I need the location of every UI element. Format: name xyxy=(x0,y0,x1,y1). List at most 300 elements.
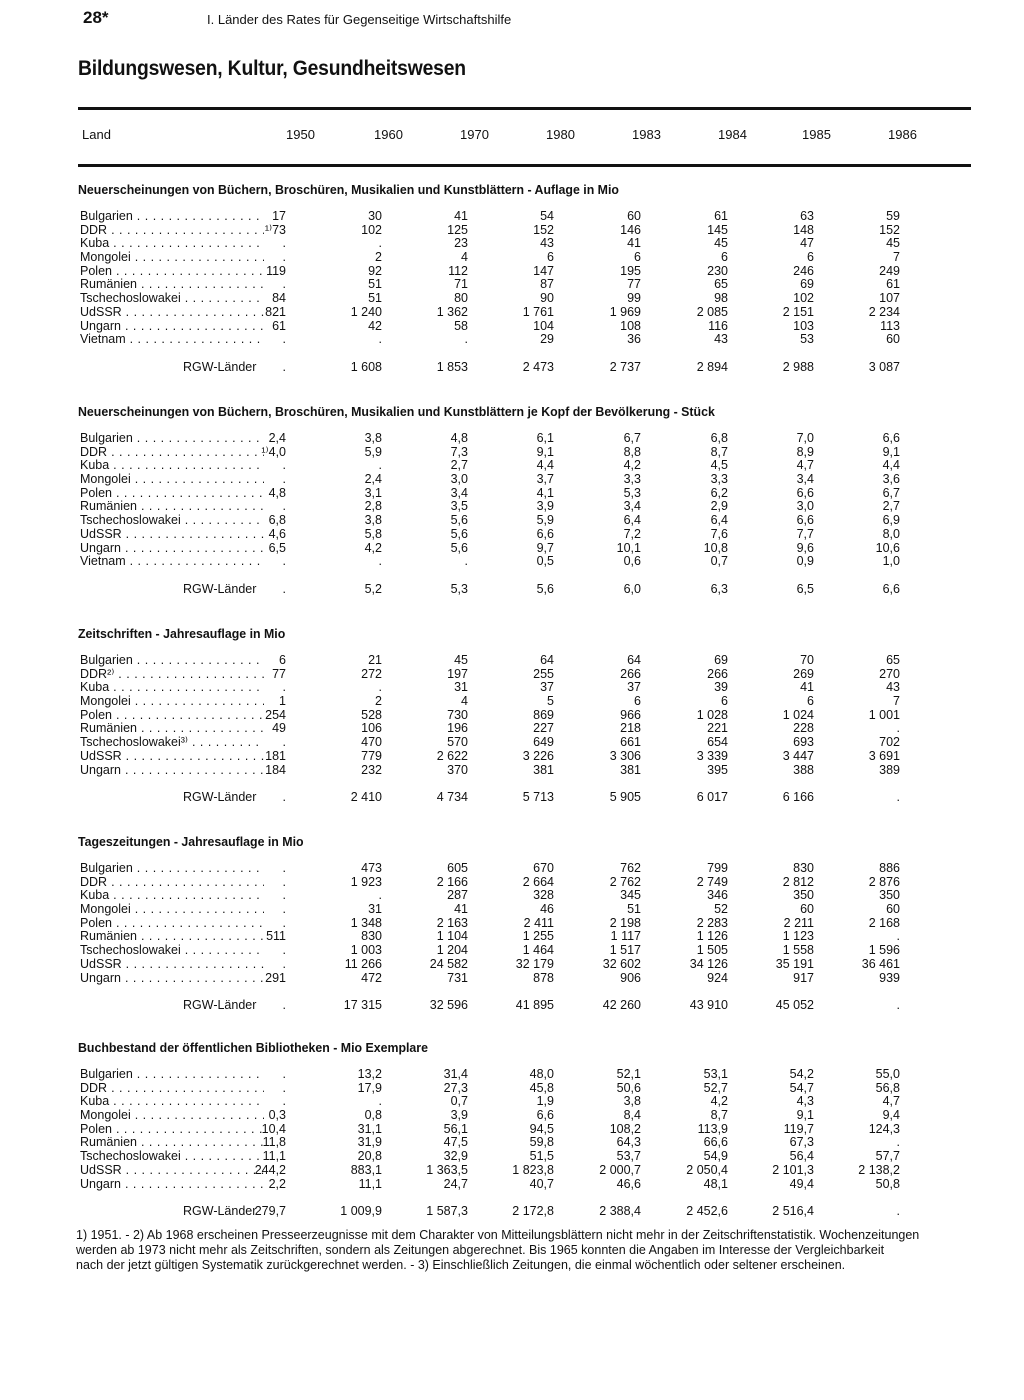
section-periodicals xyxy=(78,626,978,805)
table-cell: 3,3 xyxy=(623,472,641,487)
country-name: Rumänien . . . xyxy=(80,278,264,292)
table-cell: 52 xyxy=(714,902,728,917)
country-name: Mongolei . . . xyxy=(80,1109,264,1123)
table-cell: 381 xyxy=(620,762,641,777)
table-cell: 2 168 xyxy=(868,915,900,930)
total-cell: 5 713 xyxy=(522,790,554,805)
table-row xyxy=(78,446,978,460)
table-cell: 50,6 xyxy=(616,1080,641,1095)
table-cell: 64,3 xyxy=(616,1135,641,1150)
table-row xyxy=(78,681,978,695)
table-row xyxy=(78,542,978,556)
total-cell: 1 009,9 xyxy=(340,1204,382,1219)
table-cell: . xyxy=(282,236,286,251)
country-name: Polen . . . xyxy=(80,917,264,931)
table-cell: 2 000,7 xyxy=(599,1162,641,1177)
country-name: Rumänien . . . xyxy=(80,500,264,514)
table-cell: ¹⁾73 xyxy=(264,222,286,237)
table-cell: 8,9 xyxy=(796,444,814,459)
table-cell: 6,8 xyxy=(268,513,286,528)
table-cell: 4,2 xyxy=(710,1094,728,1109)
total-cell: . xyxy=(282,359,286,374)
table-row xyxy=(78,668,978,682)
table-row xyxy=(78,876,978,890)
table-cell: 2 749 xyxy=(696,874,728,889)
table-cell: 98 xyxy=(714,291,728,306)
table-cell: 350 xyxy=(793,888,814,903)
table-cell: 966 xyxy=(620,707,641,722)
table-cell: . xyxy=(282,277,286,292)
total-cell: . xyxy=(282,998,286,1013)
column-header-land: Land xyxy=(82,127,111,142)
table-cell: 2,4 xyxy=(364,472,382,487)
table-row xyxy=(78,889,978,903)
table-cell: 184 xyxy=(265,762,286,777)
total-cell: 2 452,6 xyxy=(686,1204,728,1219)
table-cell: 2 876 xyxy=(868,874,900,889)
table-cell: 45,8 xyxy=(529,1080,554,1095)
table-cell: 49 xyxy=(272,721,286,736)
table-cell: 3,8 xyxy=(623,1094,641,1109)
table-cell: 63 xyxy=(800,209,814,223)
country-name: Mongolei . . . xyxy=(80,695,264,709)
total-cell: 42 260 xyxy=(602,998,641,1013)
total-cell: . xyxy=(896,998,900,1013)
table-cell: 3 226 xyxy=(522,748,554,763)
column-header-1983: 1983 xyxy=(632,127,661,142)
table-cell: 381 xyxy=(533,762,554,777)
country-name: Vietnam . . . xyxy=(80,333,264,347)
table-cell: 779 xyxy=(361,748,382,763)
table-cell: 32 179 xyxy=(515,956,554,971)
table-cell: 1 823,8 xyxy=(512,1162,554,1177)
total-cell: 2 388,4 xyxy=(599,1204,641,1219)
total-cell: 279,7 xyxy=(254,1204,286,1219)
table-cell: 1 xyxy=(279,694,286,709)
table-cell: 60 xyxy=(886,332,900,347)
total-row xyxy=(78,791,978,805)
table-cell: 64 xyxy=(540,653,554,667)
table-cell: 31,4 xyxy=(443,1067,468,1081)
table-cell: 2,4 xyxy=(268,431,286,445)
table-cell: 661 xyxy=(620,735,641,750)
table-cell: 4,3 xyxy=(796,1094,814,1109)
table-cell: . xyxy=(282,874,286,889)
table-cell: 6 xyxy=(807,250,814,265)
table-cell: 5,8 xyxy=(364,526,382,541)
table-cell: 54,9 xyxy=(703,1149,728,1164)
table-row xyxy=(78,764,978,778)
table-cell: 41 xyxy=(627,236,641,251)
table-cell: 107 xyxy=(879,291,900,306)
total-label: RGW-Länder xyxy=(183,359,257,374)
total-cell: 2 988 xyxy=(782,359,814,374)
table-cell: 4,7 xyxy=(882,1094,900,1109)
table-cell: 1 558 xyxy=(782,943,814,958)
table-cell: 112 xyxy=(448,263,468,278)
table-cell: 2 xyxy=(375,250,382,265)
table-cell: 1 363,5 xyxy=(426,1162,468,1177)
table-cell: 5 xyxy=(547,694,554,709)
footnote-line: 1) 1951. - 2) Ab 1968 erscheinen Presseerzeugnisse mit dem Charakter von Mitteilungsblättern nicht mehr in der Zeitschriftenstatistik. Wochenzeitungen xyxy=(76,1228,920,1242)
total-cell: 5,6 xyxy=(536,581,554,596)
table-cell: 939 xyxy=(879,970,900,985)
table-cell: 1 348 xyxy=(350,915,382,930)
table-row xyxy=(78,750,978,764)
table-cell: 0,9 xyxy=(796,554,814,569)
table-cell: 917 xyxy=(793,970,814,985)
table-cell: 45 xyxy=(454,653,468,667)
table-cell: 3,7 xyxy=(536,472,554,487)
table-cell: 57,7 xyxy=(875,1149,900,1164)
table-row xyxy=(78,917,978,931)
footnotes xyxy=(76,1228,956,1273)
table-row xyxy=(78,500,978,514)
table-row xyxy=(78,473,978,487)
table-row xyxy=(78,736,978,750)
section-public-libraries xyxy=(78,1040,978,1219)
table-cell: 0,8 xyxy=(364,1108,382,1123)
country-name: Tschechoslowakei³⁾ . . . xyxy=(80,736,264,750)
table-cell: 3,8 xyxy=(364,513,382,528)
table-cell: 2 234 xyxy=(868,304,900,319)
table-cell: 2 411 xyxy=(523,915,554,930)
page-number: 28* xyxy=(83,8,109,27)
table-cell: 3,8 xyxy=(364,431,382,445)
table-cell: . xyxy=(378,332,382,347)
total-cell: . xyxy=(896,1204,900,1219)
table-cell: 388 xyxy=(793,762,814,777)
table-cell: ¹⁾4,0 xyxy=(261,444,286,459)
table-cell: 1 123 xyxy=(782,929,814,944)
table-cell: . xyxy=(282,902,286,917)
table-cell: 6,5 xyxy=(268,540,286,555)
table-cell: 53 xyxy=(800,332,814,347)
table-cell: 3,0 xyxy=(796,499,814,514)
table-cell: 59 xyxy=(886,209,900,223)
total-cell: 2 737 xyxy=(609,359,641,374)
table-cell: 1 517 xyxy=(609,943,641,958)
table-cell: 41 xyxy=(454,209,468,223)
table-cell: 10,1 xyxy=(616,540,641,555)
table-cell: 2,9 xyxy=(710,499,728,514)
table-cell: 1 126 xyxy=(696,929,728,944)
table-cell: 42 xyxy=(368,318,382,333)
table-cell: 6 xyxy=(721,694,728,709)
table-cell: 51 xyxy=(368,291,382,306)
table-cell: 883,1 xyxy=(350,1162,382,1177)
table-row xyxy=(78,224,978,238)
column-header-row xyxy=(80,127,980,147)
table-cell: . xyxy=(896,1135,900,1150)
table-row xyxy=(78,709,978,723)
country-name: Mongolei . . . xyxy=(80,473,264,487)
table-cell: 43 xyxy=(540,236,554,251)
total-cell: 1 608 xyxy=(350,359,382,374)
total-row xyxy=(78,1205,978,1219)
table-cell: 654 xyxy=(707,735,728,750)
table-cell: 3 691 xyxy=(868,748,900,763)
table-row xyxy=(78,333,978,347)
table-cell: 1 761 xyxy=(522,304,554,319)
table-cell: 152 xyxy=(879,222,900,237)
total-label: RGW-Länder xyxy=(183,998,257,1013)
table-cell: 54,2 xyxy=(789,1067,814,1081)
country-name: Ungarn . . . xyxy=(80,972,264,986)
table-cell: 108 xyxy=(620,318,641,333)
table-cell: 3 306 xyxy=(609,748,641,763)
table-cell: 3,4 xyxy=(623,499,641,514)
running-head: I. Länder des Rates für Gegenseitige Wirtschaftshilfe xyxy=(207,12,512,27)
table-cell: 511 xyxy=(266,929,286,944)
table-cell: 4,2 xyxy=(364,540,382,555)
table-cell: . xyxy=(896,929,900,944)
country-name: Polen . . . xyxy=(80,1123,264,1137)
table-row xyxy=(78,695,978,709)
table-cell: 32 602 xyxy=(602,956,641,971)
table-cell: 254 xyxy=(265,707,286,722)
country-name: Tschechoslowakei . . . xyxy=(80,514,264,528)
table-cell: 670 xyxy=(533,861,554,875)
table-cell: 272 xyxy=(361,666,382,681)
table-cell: . xyxy=(282,554,286,569)
table-cell: 7,6 xyxy=(710,526,728,541)
table-cell: 31,1 xyxy=(357,1121,382,1136)
table-cell: 2 163 xyxy=(436,915,468,930)
table-row xyxy=(78,930,978,944)
table-cell: 218 xyxy=(620,721,641,736)
table-cell: 196 xyxy=(447,721,468,736)
table-cell: 924 xyxy=(707,970,728,985)
table-cell: 345 xyxy=(620,888,641,903)
table-cell: 291 xyxy=(265,970,286,985)
table-cell: 1 464 xyxy=(522,943,554,958)
total-cell: 2 473 xyxy=(522,359,554,374)
country-name: Kuba . . . xyxy=(80,459,264,473)
table-cell: 37 xyxy=(540,680,554,695)
table-row xyxy=(78,1095,978,1109)
table-cell: 10,8 xyxy=(703,540,728,555)
table-cell: 570 xyxy=(447,735,468,750)
table-row xyxy=(78,555,978,569)
table-cell: 2 138,2 xyxy=(858,1162,900,1177)
table-cell: . xyxy=(378,680,382,695)
table-cell: 799 xyxy=(707,861,728,875)
total-cell: 6,6 xyxy=(882,581,900,596)
total-cell: 1 587,3 xyxy=(426,1204,468,1219)
table-cell: 328 xyxy=(533,888,554,903)
table-cell: 61 xyxy=(714,209,728,223)
table-cell: 389 xyxy=(879,762,900,777)
table-cell: 4 xyxy=(461,694,468,709)
table-cell: . xyxy=(282,458,286,473)
table-cell: 5,6 xyxy=(450,526,468,541)
table-cell: 6,9 xyxy=(882,513,900,528)
table-cell: 56,1 xyxy=(443,1121,468,1136)
table-cell: 232 xyxy=(361,762,382,777)
table-cell: . xyxy=(464,554,468,569)
table-cell: 9,4 xyxy=(882,1108,900,1123)
table-cell: 1,0 xyxy=(882,554,900,569)
table-row xyxy=(78,1150,978,1164)
table-cell: 249 xyxy=(879,263,900,278)
table-cell: 52,1 xyxy=(616,1067,641,1081)
total-cell: 45 052 xyxy=(775,998,814,1013)
table-cell: 59,8 xyxy=(529,1135,554,1150)
column-header-1970: 1970 xyxy=(460,127,489,142)
table-cell: 24,7 xyxy=(443,1176,468,1191)
table-cell: 270 xyxy=(879,666,900,681)
table-cell: . xyxy=(282,1067,286,1081)
table-row xyxy=(78,265,978,279)
table-row xyxy=(78,862,978,876)
table-cell: . xyxy=(282,332,286,347)
table-cell: 1 362 xyxy=(436,304,468,319)
table-cell: 0,7 xyxy=(710,554,728,569)
table-cell: 2 762 xyxy=(609,874,641,889)
table-cell: 2 211 xyxy=(783,915,814,930)
column-header-1986: 1986 xyxy=(888,127,917,142)
table-cell: 31 xyxy=(454,680,468,695)
table-cell: 3 339 xyxy=(696,748,728,763)
table-cell: 102 xyxy=(361,222,382,237)
table-cell: 8,4 xyxy=(623,1108,641,1123)
table-cell: 43 xyxy=(714,332,728,347)
section-books-per-capita xyxy=(78,404,978,597)
section-title: Neuerscheinungen von Büchern, Broschüren, Musikalien und Kunstblättern - Auflage in Mio xyxy=(78,182,619,197)
table-cell: . xyxy=(282,1080,286,1095)
total-cell: 6,5 xyxy=(796,581,814,596)
country-name: Ungarn . . . xyxy=(80,542,264,556)
table-cell: 2,7 xyxy=(450,458,468,473)
table-cell: 6,7 xyxy=(623,431,641,445)
country-name: Mongolei . . . xyxy=(80,251,264,265)
table-cell: 65 xyxy=(714,277,728,292)
table-cell: 40,7 xyxy=(529,1176,554,1191)
table-cell: 2 812 xyxy=(782,874,814,889)
table-cell: 821 xyxy=(265,304,286,319)
table-cell: 48,1 xyxy=(703,1176,728,1191)
table-cell: 47,5 xyxy=(443,1135,468,1150)
table-cell: 246 xyxy=(793,263,814,278)
country-name: DDR . . . xyxy=(80,1082,264,1096)
total-cell: 5 905 xyxy=(609,790,641,805)
table-cell: 228 xyxy=(793,721,814,736)
table-cell: 7 xyxy=(893,694,900,709)
country-name: Bulgarien . . . xyxy=(80,1068,264,1082)
table-cell: 27,3 xyxy=(443,1080,468,1095)
table-cell: 2 283 xyxy=(696,915,728,930)
table-cell: 39 xyxy=(714,680,728,695)
table-cell: 34 126 xyxy=(689,956,728,971)
table-cell: 36 461 xyxy=(861,956,900,971)
table-cell: 6 xyxy=(279,653,286,667)
table-cell: 3,1 xyxy=(364,485,382,500)
table-cell: . xyxy=(378,236,382,251)
table-cell: 2,7 xyxy=(882,499,900,514)
total-cell: 4 734 xyxy=(436,790,468,805)
table-row xyxy=(78,1164,978,1178)
table-cell: 649 xyxy=(533,735,554,750)
table-row xyxy=(78,972,978,986)
country-name: Tschechoslowakei . . . xyxy=(80,944,264,958)
table-cell: 145 xyxy=(707,222,728,237)
table-cell: 762 xyxy=(620,861,641,875)
table-cell: 7,0 xyxy=(796,431,814,445)
table-cell: . xyxy=(282,956,286,971)
table-cell: 7,7 xyxy=(796,526,814,541)
country-name: Bulgarien . . . xyxy=(80,432,264,446)
table-cell: 11 266 xyxy=(344,956,382,971)
page-title: Bildungswesen, Kultur, Gesundheitswesen xyxy=(78,57,466,80)
table-cell: 2 664 xyxy=(522,874,554,889)
column-header-1960: 1960 xyxy=(374,127,403,142)
table-row xyxy=(78,1136,978,1150)
table-cell: 4,7 xyxy=(796,458,814,473)
table-cell: 1 505 xyxy=(696,943,728,958)
table-cell: 195 xyxy=(620,263,641,278)
table-row xyxy=(78,1123,978,1137)
table-cell: 3,6 xyxy=(882,472,900,487)
table-cell: 41 xyxy=(454,902,468,917)
table-cell: 11,1 xyxy=(358,1176,382,1191)
table-cell: 3 447 xyxy=(782,748,814,763)
table-cell: 66,6 xyxy=(703,1135,728,1150)
total-cell: 6,3 xyxy=(710,581,728,596)
table-cell: 693 xyxy=(793,735,814,750)
table-cell: 9,6 xyxy=(796,540,814,555)
country-name: Kuba . . . xyxy=(80,1095,264,1109)
table-cell: 31,9 xyxy=(357,1135,382,1150)
table-cell: 46,6 xyxy=(616,1176,641,1191)
table-cell: 61 xyxy=(886,277,900,292)
total-cell: 43 910 xyxy=(689,998,728,1013)
table-cell: 1 596 xyxy=(868,943,900,958)
table-cell: 61 xyxy=(272,318,286,333)
table-cell: 5,6 xyxy=(450,513,468,528)
country-name: Rumänien . . . xyxy=(80,722,264,736)
table-cell: 64 xyxy=(627,653,641,667)
table-cell: 35 191 xyxy=(775,956,814,971)
table-row xyxy=(78,528,978,542)
table-cell: 77 xyxy=(627,277,641,292)
table-cell: 1 923 xyxy=(350,874,382,889)
table-cell: 58 xyxy=(454,318,468,333)
total-cell: . xyxy=(282,581,286,596)
table-cell: 87 xyxy=(540,277,554,292)
table-cell: 906 xyxy=(620,970,641,985)
total-cell: 6 017 xyxy=(696,790,728,805)
total-label: RGW-Länder xyxy=(183,1204,257,1219)
table-cell: 221 xyxy=(707,721,728,736)
table-cell: 11,8 xyxy=(262,1135,286,1150)
column-header-1950: 1950 xyxy=(286,127,315,142)
country-name: UdSSR . . . xyxy=(80,1164,264,1178)
table-cell: 6 xyxy=(721,250,728,265)
table-cell: 5,3 xyxy=(623,485,641,500)
country-name: DDR²⁾ . . . xyxy=(80,668,264,682)
table-cell: 90 xyxy=(540,291,554,306)
country-name: Bulgarien . . . xyxy=(80,654,264,668)
table-cell: 6,6 xyxy=(796,485,814,500)
total-cell: 3 087 xyxy=(868,359,900,374)
table-cell: 30 xyxy=(368,209,382,223)
table-cell: 116 xyxy=(708,318,728,333)
table-cell: 17,9 xyxy=(357,1080,382,1095)
top-rule xyxy=(78,107,971,110)
table-cell: 6,6 xyxy=(536,526,554,541)
table-cell: . xyxy=(282,250,286,265)
